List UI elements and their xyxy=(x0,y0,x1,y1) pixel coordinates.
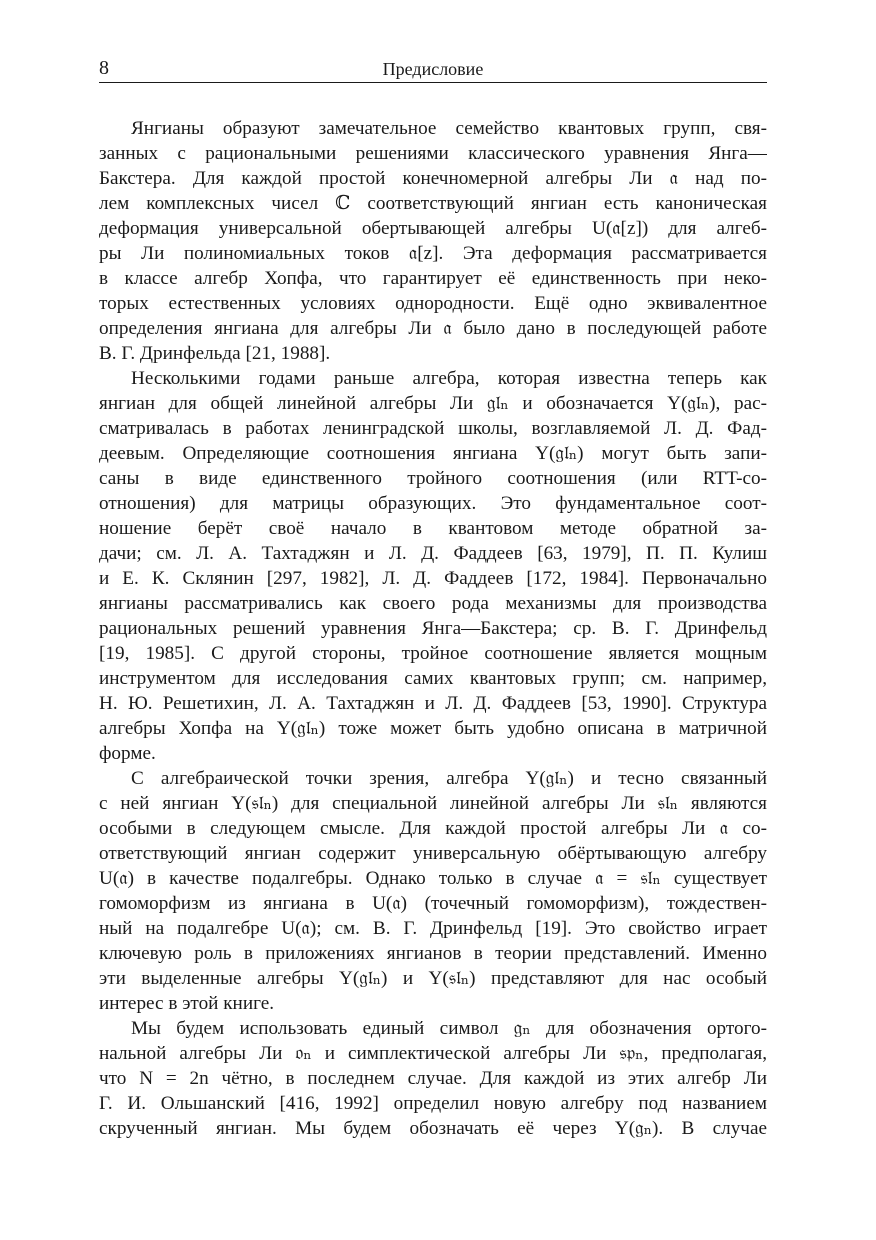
text-line: [19, 1985]. С другой стороны, тройное соотношение является мощным xyxy=(99,643,767,664)
text-line: янгианы рассматривались как своего рода механизмы для производства xyxy=(99,593,767,614)
text-line: отношения) для матрицы образующих. Это фундаментальное соот- xyxy=(99,493,767,514)
text-line: Г. И. Ольшанский [416, 1992] определил новую алгебру под названием xyxy=(99,1093,767,1114)
text-line: ношение берёт своё начало в квантовом методе обратной за- xyxy=(99,518,767,539)
text-line: нальной алгебры Ли 𝔬ₙ и симплектической алгебры Ли 𝔰𝔭ₙ, предполагая, xyxy=(99,1043,767,1064)
text-line: ключевую роль в приложениях янгианов в теории представлений. Именно xyxy=(99,943,767,964)
text-line: U(𝔞) в качестве подалгебры. Однако только в случае 𝔞 = 𝔰𝔩ₙ существует xyxy=(99,868,767,889)
text-line: сматривалась в работах ленинградской школы, возглавляемой Л. Д. Фад- xyxy=(99,418,767,439)
text-line: Несколькими годами раньше алгебра, которая известна теперь как xyxy=(131,368,767,389)
text-line: саны в виде единственного тройного соотношения (или RTT-со- xyxy=(99,468,767,489)
text-line: Янгианы образуют замечательное семейство квантовых групп, свя- xyxy=(131,118,767,139)
text-line: что N = 2n чётно, в последнем случае. Для каждой из этих алгебр Ли xyxy=(99,1068,767,1089)
paragraph-2 xyxy=(99,366,767,766)
text-line: лем комплексных чисел ℂ соответствующий янгиан есть каноническая xyxy=(99,193,767,214)
text-line: интерес в этой книге. xyxy=(99,993,275,1014)
text-line: ный на подалгебре U(𝔞); см. В. Г. Дринфельд [19]. Это свойство играет xyxy=(99,918,767,939)
text-line: рациональных решений уравнения Янга—Бакстера; ср. В. Г. Дринфельд xyxy=(99,618,767,639)
text-line: ответствующий янгиан содержит универсальную обёртывающую алгебру xyxy=(99,843,767,864)
body-text xyxy=(99,116,767,1141)
text-line: занных с рациональными решениями классического уравнения Янга— xyxy=(99,143,767,164)
text-line: Н. Ю. Решетихин, Л. А. Тахтаджян и Л. Д. Фаддеев [53, 1990]. Структура xyxy=(99,693,767,714)
text-line: в классе алгебр Хопфа, что гарантирует её единственность при неко- xyxy=(99,268,767,289)
text-line: дачи; см. Л. А. Тахтаджян и Л. Д. Фаддеев [63, 1979], П. П. Кулиш xyxy=(99,543,767,564)
text-line: эти выделенные алгебры Y(𝔤𝔩ₙ) и Y(𝔰𝔩ₙ) представляют для нас особый xyxy=(99,968,767,989)
text-line: деформация универсальной обертывающей алгебры U(𝔞[z]) для алгеб- xyxy=(99,218,767,239)
text-line: Мы будем использовать единый символ 𝔤ₙ для обозначения ортого- xyxy=(131,1018,767,1039)
paragraph-3 xyxy=(99,766,767,1016)
text-line: торых естественных условиях однородности. Ещё одно эквивалентное xyxy=(99,293,767,314)
text-line: инструментом для исследования самих квантовых групп; см. например, xyxy=(99,668,767,689)
text-line: В. Г. Дринфельда [21, 1988]. xyxy=(99,343,331,364)
text-line: определения янгиана для алгебры Ли 𝔞 было дано в последующей работе xyxy=(99,318,767,339)
paragraph-4 xyxy=(99,1016,767,1141)
text-line: скрученный янгиан. Мы будем обозначать её через Y(𝔤ₙ). В случае xyxy=(99,1118,767,1139)
text-line: С алгебраической точки зрения, алгебра Y(𝔤𝔩ₙ) и тесно связанный xyxy=(131,768,767,789)
text-line: Бакстера. Для каждой простой конечномерной алгебры Ли 𝔞 над по- xyxy=(99,168,767,189)
text-line: и Е. К. Склянин [297, 1982], Л. Д. Фаддеев [172, 1984]. Первоначально xyxy=(99,568,767,589)
running-header xyxy=(99,56,767,83)
text-line: янгиан для общей линейной алгебры Ли 𝔤𝔩ₙ и обозначается Y(𝔤𝔩ₙ), рас- xyxy=(99,393,767,414)
text-line: форме. xyxy=(99,743,156,764)
text-line: деевым. Определяющие соотношения янгиана Y(𝔤𝔩ₙ) могут быть запи- xyxy=(99,443,767,464)
text-line: алгебры Хопфа на Y(𝔤𝔩ₙ) тоже может быть удобно описана в матричной xyxy=(99,718,767,739)
running-title: Предисловие xyxy=(382,59,484,79)
text-line: особыми в следующем смысле. Для каждой простой алгебры Ли 𝔞 со- xyxy=(99,818,767,839)
paragraph-1 xyxy=(99,116,767,366)
text-line: гомоморфизм из янгиана в U(𝔞) (точечный гомоморфизм), тождествен- xyxy=(99,893,767,914)
text-line: с ней янгиан Y(𝔰𝔩ₙ) для специальной линейной алгебры Ли 𝔰𝔩ₙ являются xyxy=(99,793,767,814)
page-number: 8 xyxy=(99,57,109,79)
text-line: ры Ли полиномиальных токов 𝔞[z]. Эта деформация рассматривается xyxy=(99,243,767,264)
